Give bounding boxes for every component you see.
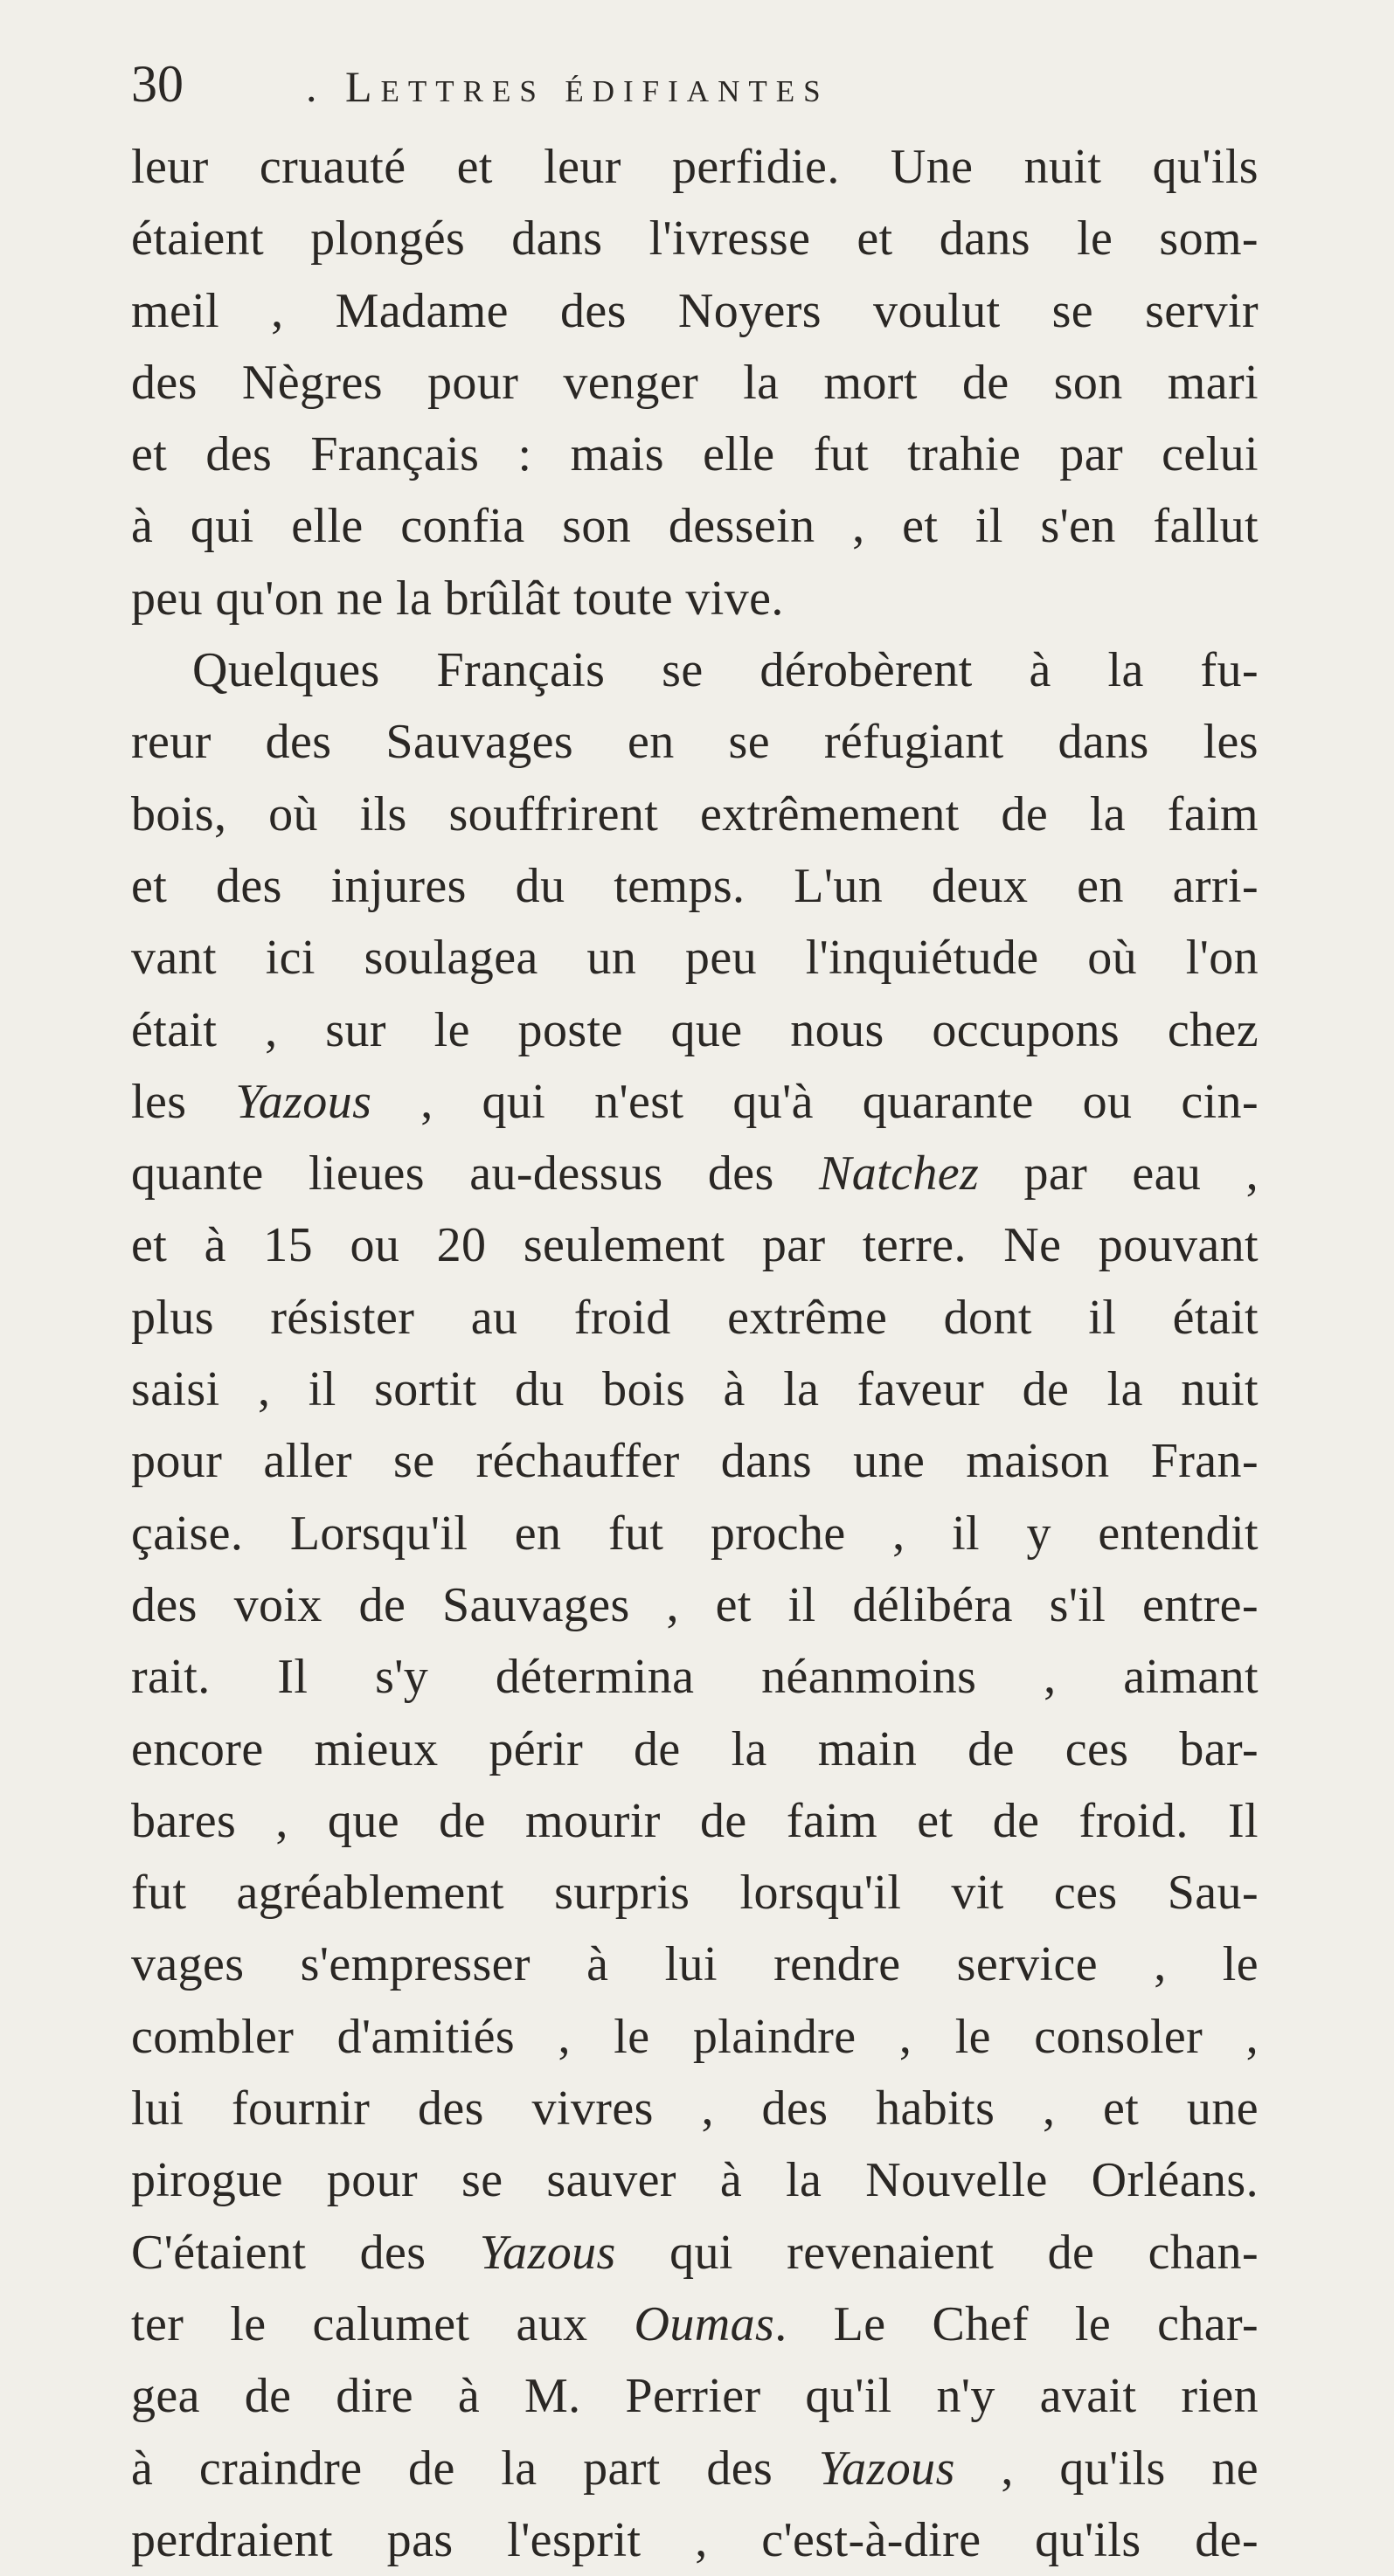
text-segment: vant ici soulagea un peu l'inquiétude où l'on	[131, 931, 1259, 986]
text-line	[131, 563, 1259, 634]
text-segment: perdraient pas l'esprit , c'est-à-dire qu'ils de-	[131, 2512, 1259, 2567]
text-line	[131, 1498, 1259, 1569]
text-segment: pirogue pour se sauver à la Nouvelle Orléans.	[131, 2153, 1259, 2208]
text-line	[131, 2001, 1259, 2073]
text-segment: bares , que de mourir de faim et de froid. Il	[131, 1793, 1259, 1848]
text-line	[131, 1785, 1259, 1857]
text-segment: saisi , il sortit du bois à la faveur de la nuit	[131, 1362, 1259, 1417]
text-segment: étaient plongés dans l'ivresse et dans le som-	[131, 211, 1259, 267]
text-line	[131, 2217, 1259, 2289]
text-line	[131, 1282, 1259, 1354]
text-line	[131, 922, 1259, 994]
italic-text-segment: Natchez	[818, 1146, 980, 1201]
text-segment: à craindre de la part des	[131, 2441, 819, 2496]
text-line	[131, 2289, 1259, 2360]
text-line	[131, 1929, 1259, 2000]
text-segment: qui revenaient de chan-	[615, 2225, 1259, 2280]
italic-text-segment: Yazous	[235, 1074, 372, 1129]
text-segment: les	[131, 1074, 236, 1129]
text-segment: et à 15 ou 20 seulement par terre. Ne pouvant	[131, 1218, 1259, 1273]
text-line	[131, 994, 1259, 1066]
text-segment: à qui elle confia son dessein , et il s'en fallut	[131, 499, 1259, 554]
text-line	[131, 490, 1259, 562]
text-segment: des Nègres pour venger la mort de son mari	[131, 355, 1259, 410]
text-segment: reur des Sauvages en se réfugiant dans les	[131, 715, 1259, 770]
text-segment: meil , Madame des Noyers voulut se servir	[131, 283, 1259, 338]
running-head: . Lettres édifiantes	[306, 62, 829, 111]
text-segment: çaise. Lorsqu'il en fut proche , il y entendit	[131, 1506, 1259, 1561]
italic-text-segment: Yazous	[479, 2225, 616, 2280]
body-text	[131, 131, 1259, 2576]
text-line	[131, 706, 1259, 778]
text-line	[131, 1641, 1259, 1713]
text-segment: et des injures du temps. L'un deux en arri-	[131, 858, 1259, 913]
text-segment: pour aller se réchauffer dans une maison Fran-	[131, 1434, 1259, 1489]
text-segment: leur cruauté et leur perfidie. Une nuit qu'ils	[131, 140, 1259, 194]
text-line	[131, 347, 1259, 419]
text-line	[131, 779, 1259, 850]
text-segment: vages s'empresser à lui rendre service , le	[131, 1937, 1259, 1992]
text-segment: rait. Il s'y détermina néanmoins , aimant	[131, 1650, 1259, 1705]
text-line	[131, 1425, 1259, 1497]
text-line	[131, 1569, 1259, 1641]
text-segment: fut agréablement surpris lorsqu'il vit ces Sau-	[131, 1866, 1259, 1921]
text-line	[131, 2360, 1259, 2432]
text-line	[131, 2433, 1259, 2504]
text-line	[131, 1209, 1259, 1281]
text-line	[131, 2073, 1259, 2144]
italic-text-segment: Oumas	[634, 2296, 775, 2351]
text-segment: encore mieux périr de la main de ces bar-	[131, 1721, 1259, 1776]
text-line	[131, 1714, 1259, 1785]
text-line	[131, 1066, 1259, 1138]
text-segment: combler d'amitiés , le plaindre , le consoler ,	[131, 2009, 1259, 2064]
text-line	[131, 419, 1259, 490]
text-segment: Quelques Français se dérobèrent à la fu-	[192, 643, 1259, 698]
text-line	[131, 275, 1259, 347]
text-line	[131, 1354, 1259, 1425]
text-segment: , qui n'est qu'à quarante ou cin-	[371, 1074, 1259, 1129]
text-segment: lui fournir des vivres , des habits , et une	[131, 2081, 1259, 2136]
text-line	[131, 203, 1259, 274]
text-segment: quante lieues au-dessus des	[131, 1146, 819, 1201]
italic-text-segment: Yazous	[818, 2441, 955, 2496]
book-page	[131, 54, 1259, 2576]
text-line	[131, 634, 1259, 706]
text-segment: peu qu'on ne la brûlât toute vive.	[131, 571, 784, 626]
text-segment: ter le calumet aux	[131, 2296, 635, 2351]
text-segment: et des Français : mais elle fut trahie par celui	[131, 427, 1259, 482]
text-segment: était , sur le poste que nous occupons chez	[131, 1002, 1259, 1057]
text-line	[131, 1138, 1259, 1209]
page-header	[131, 54, 1259, 131]
text-segment: gea de dire à M. Perrier qu'il n'y avait rien	[131, 2369, 1259, 2424]
text-segment: par eau ,	[979, 1146, 1259, 1201]
text-segment: bois, où ils souffrirent extrêmement de la faim	[131, 786, 1259, 841]
text-line	[131, 131, 1259, 203]
text-segment: des voix de Sauvages , et il délibéra s'il entre-	[131, 1577, 1259, 1632]
text-line	[131, 1857, 1259, 1929]
text-line	[131, 2144, 1259, 2216]
text-segment: C'étaient des	[131, 2225, 480, 2280]
text-line	[131, 850, 1259, 922]
text-segment: . Le Chef le char-	[774, 2296, 1259, 2351]
text-line	[131, 2504, 1259, 2576]
text-segment: plus résister au froid extrême dont il était	[131, 1290, 1259, 1345]
page-number: 30	[131, 55, 184, 113]
text-segment: , qu'ils ne	[954, 2441, 1259, 2496]
